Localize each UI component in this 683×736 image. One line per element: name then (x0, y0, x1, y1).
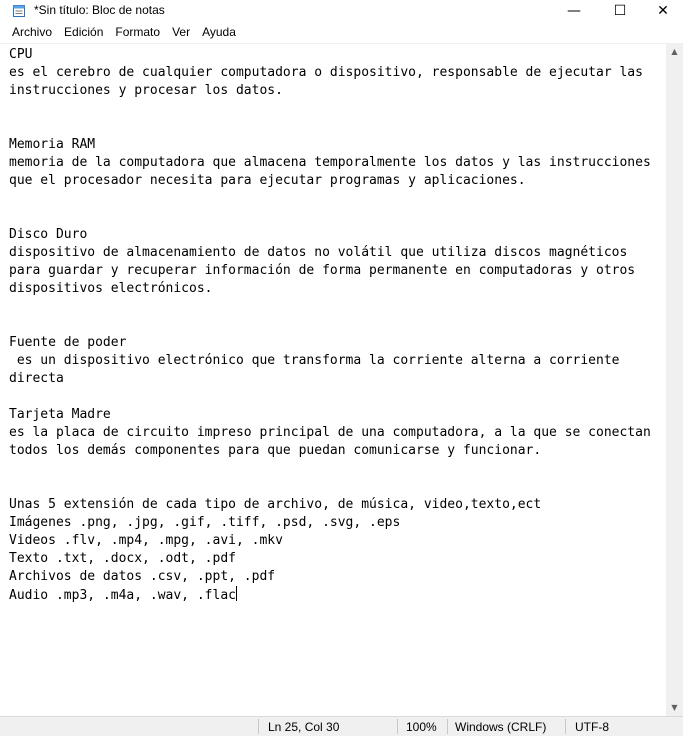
editor-line: Memoria RAM (9, 137, 96, 152)
menu-edicion[interactable]: Edición (64, 25, 104, 39)
title-bar[interactable] (0, 0, 683, 22)
editor-line: Unas 5 extensión de cada tipo de archivo, de música, video,texto,ect (9, 497, 542, 512)
editor-line: Archivos de datos .csv, .ppt, .pdf (9, 569, 276, 584)
editor-line: que el procesador necesita para ejecutar programas y aplicaciones. (9, 173, 526, 188)
editor-line: todos los demás componentes para que puedan comunicarse y funcionar. (9, 443, 542, 458)
close-button[interactable] (643, 0, 683, 22)
editor-line: Disco Duro (9, 227, 88, 242)
window-title: *Sin título: Bloc de notas (34, 3, 165, 17)
editor-line: para guardar y recuperar información de forma permanente en computadoras y otros (9, 263, 636, 278)
line-ending: Windows (CRLF) (455, 720, 547, 734)
editor-line: es la placa de circuito impreso principal de una computadora, a la que se conectan (9, 425, 651, 440)
notepad-icon (12, 4, 26, 18)
scroll-down-icon[interactable]: ▼ (671, 703, 678, 712)
close-icon: ✕ (657, 3, 669, 19)
editor-line: dispositivo de almacenamiento de datos no volátil que utiliza discos magnéticos (9, 245, 628, 260)
menu-ver[interactable]: Ver (172, 25, 191, 39)
menu-ayuda[interactable]: Ayuda (202, 25, 236, 39)
menu-archivo[interactable]: Archivo (12, 25, 53, 39)
status-divider (565, 719, 566, 734)
encoding: UTF-8 (575, 720, 609, 734)
minimize-button[interactable] (551, 0, 597, 22)
editor-line: es un dispositivo electrónico que transforma la corriente alterna a corriente (9, 353, 620, 368)
status-bar (0, 716, 683, 736)
editor-line: Videos .flv, .mp4, .mpg, .avi, .mkv (9, 533, 283, 548)
editor-line: es el cerebro de cualquier computadora o dispositivo, responsable de ejecutar las (9, 65, 643, 80)
text-editor[interactable] (0, 43, 666, 717)
scroll-up-icon[interactable]: ▲ (671, 47, 678, 56)
editor-line: Tarjeta Madre (9, 407, 111, 422)
zoom-level: 100% (406, 720, 437, 734)
editor-line: dispositivos electrónicos. (9, 281, 213, 296)
text-caret (236, 586, 237, 601)
minimize-icon: — (567, 3, 581, 19)
cursor-position: Ln 25, Col 30 (268, 720, 340, 734)
editor-line: Audio .mp3, .m4a, .wav, .flac (9, 588, 236, 603)
editor-line: directa (9, 371, 64, 386)
editor-line: Fuente de poder (9, 335, 127, 350)
maximize-button[interactable] (597, 0, 643, 22)
editor-line: instrucciones y procesar los datos. (9, 83, 283, 98)
maximize-icon: ☐ (613, 3, 627, 19)
vertical-scrollbar[interactable] (666, 43, 683, 716)
menu-formato[interactable]: Formato (115, 25, 161, 39)
status-divider (447, 719, 448, 734)
status-divider (258, 719, 259, 734)
editor-line: CPU (9, 47, 33, 62)
editor-line: Imágenes .png, .jpg, .gif, .tiff, .psd, .svg, .eps (9, 515, 401, 530)
editor-line: memoria de la computadora que almacena temporalmente los datos y las instrucciones (9, 155, 651, 170)
editor-line: Texto .txt, .docx, .odt, .pdf (9, 551, 236, 566)
menu-bar (0, 22, 683, 43)
editor-content[interactable] (9, 46, 651, 605)
status-divider (397, 719, 398, 734)
